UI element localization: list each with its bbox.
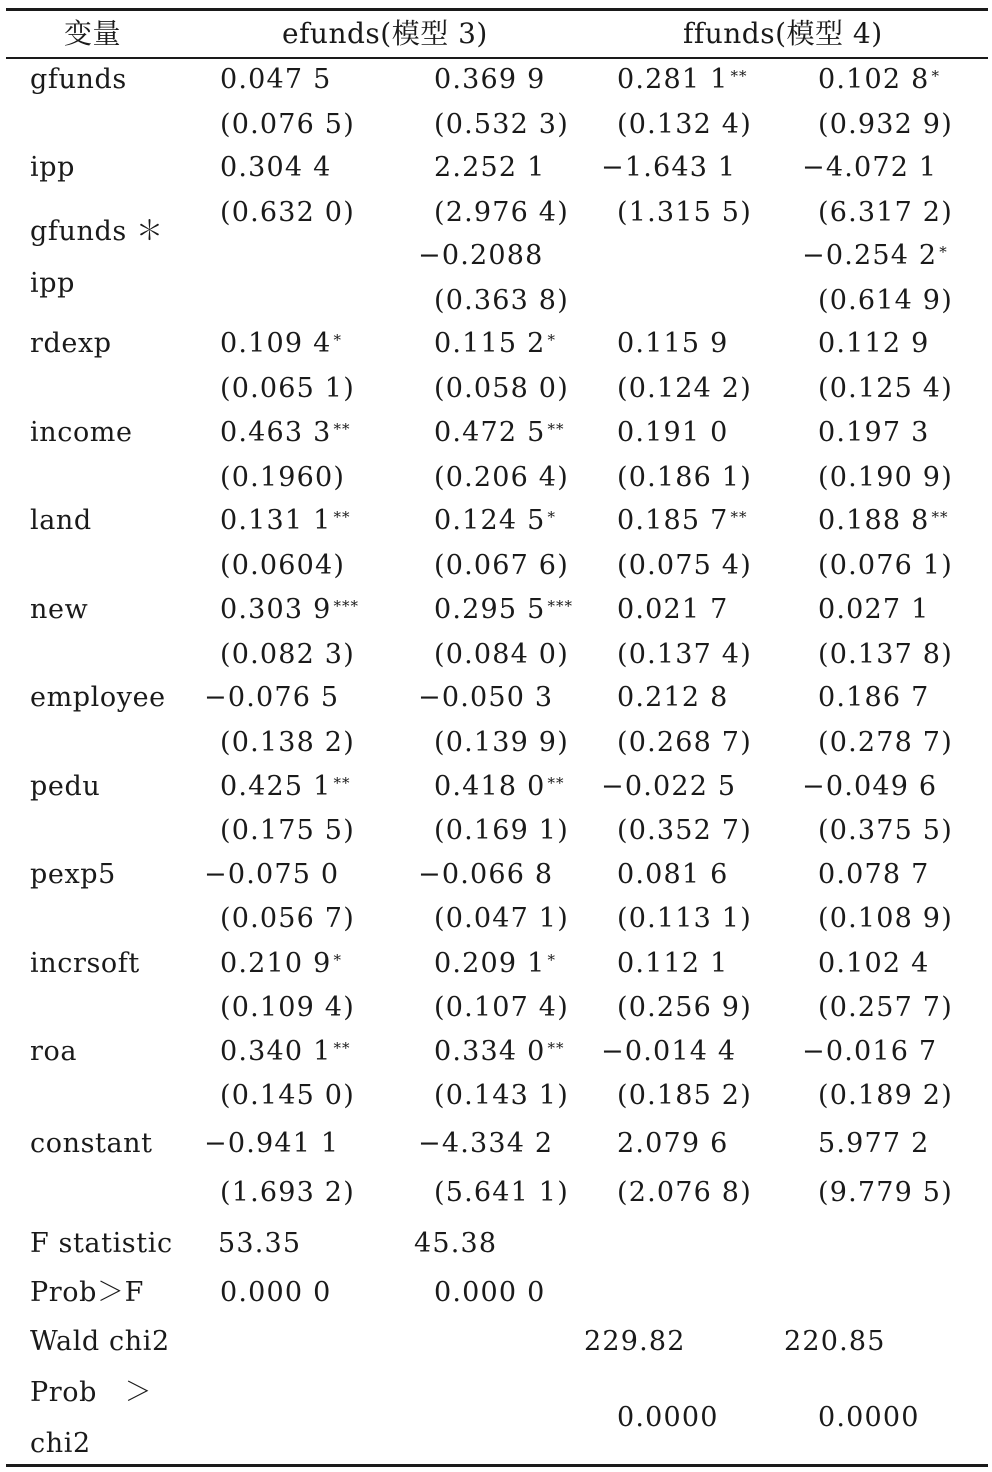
stat-value: 0.000 0 — [220, 1277, 332, 1308]
coef-value: 0.210 9 — [220, 948, 332, 979]
significance-stars: ** — [547, 420, 565, 438]
std-error-cell: (0.257 7) — [818, 992, 953, 1023]
coef-cell — [418, 1128, 553, 1160]
significance-stars: ** — [547, 1039, 565, 1057]
significance-stars: ** — [730, 508, 748, 526]
coef-cell — [220, 771, 350, 803]
coef-cell — [818, 594, 929, 626]
coef-value: 2.079 6 — [617, 1128, 729, 1159]
coef-value: 0.115 9 — [617, 328, 729, 359]
significance-stars: * — [931, 67, 940, 85]
std-error-cell: (0.058 0) — [434, 373, 569, 404]
std-error-cell: (0.206 4) — [434, 462, 569, 493]
significance-stars: ** — [333, 1039, 351, 1057]
row-label: employee — [30, 682, 166, 713]
std-error-cell: (0.109 4) — [220, 992, 355, 1023]
significance-stars: ** — [333, 420, 351, 438]
coef-cell — [802, 152, 937, 184]
coef-value: 0.303 9 — [220, 594, 332, 625]
row-label: new — [30, 594, 89, 625]
std-error-cell: (0.268 7) — [617, 727, 752, 758]
coef-cell — [434, 64, 545, 96]
coef-cell — [601, 771, 736, 803]
std-error-cell: (0.145 0) — [220, 1080, 355, 1111]
significance-stars: * — [547, 331, 556, 349]
std-error-cell: (0.113 1) — [617, 903, 752, 934]
row-label: ipp — [30, 152, 76, 183]
std-error-cell: (1.693 2) — [220, 1177, 355, 1208]
coef-cell — [617, 417, 728, 449]
significance-stars: *** — [333, 597, 359, 615]
coef-value: 0.081 6 — [617, 859, 729, 890]
coef-cell — [802, 1036, 937, 1068]
coef-cell — [204, 859, 339, 891]
coef-cell — [204, 1128, 339, 1160]
row-label: gfunds — [30, 64, 127, 95]
coef-value: 2.252 1 — [434, 152, 546, 183]
coef-cell — [204, 682, 339, 714]
coef-value: −0.941 1 — [204, 1128, 340, 1159]
row-label: pedu — [30, 771, 101, 802]
significance-stars: * — [939, 243, 948, 261]
header-model4: ffunds(模型 4) — [683, 17, 883, 50]
significance-stars: ** — [931, 508, 949, 526]
std-error-cell: (0.352 7) — [617, 815, 752, 846]
coef-cell — [220, 594, 359, 626]
significance-stars: * — [547, 951, 556, 969]
std-error-cell: (0.143 1) — [434, 1080, 569, 1111]
coef-cell — [434, 594, 573, 626]
std-error-cell: (0.137 4) — [617, 639, 752, 670]
coef-value: 0.102 4 — [818, 948, 930, 979]
coef-cell — [601, 152, 736, 184]
coef-value: 0.463 3 — [220, 417, 332, 448]
coef-value: 0.102 8 — [818, 64, 930, 95]
coef-value: 0.281 1 — [617, 64, 729, 95]
stat-value: 0.000 0 — [434, 1277, 546, 1308]
stat-label: Wald chi2 — [30, 1326, 170, 1357]
coef-cell — [617, 859, 728, 891]
coef-value: 0.078 7 — [818, 859, 930, 890]
std-error-cell: (0.278 7) — [818, 727, 953, 758]
stat-value: 229.82 — [584, 1326, 686, 1357]
coef-cell — [220, 64, 331, 96]
std-error-cell: (0.082 3) — [220, 639, 355, 670]
coef-value: 0.295 5 — [434, 594, 546, 625]
row-label: gfunds ＊ — [30, 216, 164, 247]
coef-value: −0.075 0 — [204, 859, 340, 890]
coef-cell — [617, 682, 728, 714]
coef-cell — [617, 1128, 728, 1160]
std-error-cell: (1.315 5) — [617, 197, 752, 228]
std-error-cell: (0.075 4) — [617, 550, 752, 581]
coef-value: −0.254 2 — [802, 240, 938, 271]
std-error-cell: (0.108 9) — [818, 903, 953, 934]
coef-value: −0.014 4 — [601, 1036, 737, 1067]
coef-cell — [220, 417, 350, 449]
std-error-cell: (0.047 1) — [434, 903, 569, 934]
std-error-cell: (0.186 1) — [617, 462, 752, 493]
coef-cell — [818, 64, 940, 96]
std-error-cell: (9.779 5) — [818, 1177, 953, 1208]
coef-value: 0.425 1 — [220, 771, 332, 802]
coef-cell — [617, 948, 728, 980]
coef-value: −0.050 3 — [418, 682, 554, 713]
coef-cell — [617, 64, 747, 96]
coef-cell — [220, 1036, 350, 1068]
std-error-cell: (5.641 1) — [434, 1177, 569, 1208]
coef-value: 0.188 8 — [818, 505, 930, 536]
stat-label: Prob＞F — [30, 1277, 144, 1308]
stat-value: 0.0000 — [818, 1402, 920, 1433]
significance-stars: *** — [547, 597, 573, 615]
coef-cell — [434, 505, 556, 537]
coef-cell — [818, 1128, 929, 1160]
coef-value: −4.072 1 — [802, 152, 938, 183]
bottom-rule — [6, 1464, 988, 1467]
coef-cell — [220, 505, 350, 537]
coef-value: 0.112 1 — [617, 948, 729, 979]
coef-cell — [802, 240, 948, 272]
coef-cell — [434, 1036, 564, 1068]
std-error-cell: (0.175 5) — [220, 815, 355, 846]
stat-label-continued: chi2 — [30, 1428, 91, 1459]
std-error-cell: (0.1960) — [220, 462, 346, 493]
coef-cell — [220, 948, 342, 980]
coef-value: −0.022 5 — [601, 771, 737, 802]
row-label: constant — [30, 1128, 153, 1159]
coef-cell — [601, 1036, 736, 1068]
std-error-cell: (0.190 9) — [818, 462, 953, 493]
row-label-continued: ipp — [30, 268, 76, 299]
std-error-cell: (0.107 4) — [434, 992, 569, 1023]
significance-stars: * — [547, 508, 556, 526]
coef-cell — [220, 328, 342, 360]
std-error-cell: (0.169 1) — [434, 815, 569, 846]
coef-value: 0.369 9 — [434, 64, 546, 95]
std-error-cell: (0.076 1) — [818, 550, 953, 581]
header-rule — [6, 57, 988, 59]
coef-value: 0.304 4 — [220, 152, 332, 183]
header-model3: efunds(模型 3) — [282, 17, 488, 50]
row-label: roa — [30, 1036, 78, 1067]
header-variable: 变量 — [64, 17, 122, 50]
coef-value: 0.340 1 — [220, 1036, 332, 1067]
coef-value: −0.016 7 — [802, 1036, 938, 1067]
coef-value: 0.115 2 — [434, 328, 546, 359]
coef-cell — [617, 328, 728, 360]
coef-value: 0.047 5 — [220, 64, 332, 95]
coef-value: 5.977 2 — [818, 1128, 930, 1159]
coef-cell — [818, 328, 929, 360]
coef-value: −0.2088 — [418, 240, 544, 271]
coef-value: 0.027 1 — [818, 594, 930, 625]
significance-stars: ** — [333, 508, 351, 526]
coef-value: 0.334 0 — [434, 1036, 546, 1067]
coef-cell — [818, 948, 929, 980]
coef-value: −0.066 8 — [418, 859, 554, 890]
coef-cell — [617, 594, 728, 626]
coef-cell — [434, 152, 545, 184]
coef-cell — [220, 152, 331, 184]
std-error-cell: (0.067 6) — [434, 550, 569, 581]
coef-value: 0.209 1 — [434, 948, 546, 979]
coef-cell — [818, 859, 929, 891]
std-error-cell: (0.189 2) — [818, 1080, 953, 1111]
coef-cell — [617, 505, 747, 537]
std-error-cell: (0.132 4) — [617, 109, 752, 140]
std-error-cell: (0.256 9) — [617, 992, 752, 1023]
stat-value: 45.38 — [414, 1228, 498, 1259]
stat-label: Prob ＞ — [30, 1377, 153, 1408]
coef-value: 0.472 5 — [434, 417, 546, 448]
std-error-cell: (2.976 4) — [434, 197, 569, 228]
coef-value: 0.124 5 — [434, 505, 546, 536]
coef-cell — [418, 682, 553, 714]
coef-cell — [434, 948, 556, 980]
row-label: pexp5 — [30, 859, 116, 890]
std-error-cell: (6.317 2) — [818, 197, 953, 228]
coef-cell — [434, 417, 564, 449]
std-error-cell: (0.084 0) — [434, 639, 569, 670]
std-error-cell: (0.139 9) — [434, 727, 569, 758]
std-error-cell: (0.125 4) — [818, 373, 953, 404]
std-error-cell: (0.185 2) — [617, 1080, 752, 1111]
std-error-cell: (0.632 0) — [220, 197, 355, 228]
coef-value: 0.418 0 — [434, 771, 546, 802]
coef-value: 0.212 8 — [617, 682, 729, 713]
std-error-cell: (0.614 9) — [818, 285, 953, 316]
coef-value: 0.112 9 — [818, 328, 930, 359]
std-error-cell: (0.0604) — [220, 550, 346, 581]
coef-value: 0.191 0 — [617, 417, 729, 448]
std-error-cell: (0.137 8) — [818, 639, 953, 670]
std-error-cell: (0.932 9) — [818, 109, 953, 140]
significance-stars: ** — [547, 774, 565, 792]
std-error-cell: (0.065 1) — [220, 373, 355, 404]
coef-value: −1.643 1 — [601, 152, 737, 183]
coef-cell — [434, 771, 564, 803]
coef-cell — [818, 505, 948, 537]
stat-label: F statistic — [30, 1228, 173, 1259]
stat-value: 220.85 — [784, 1326, 886, 1357]
coef-value: 0.185 7 — [617, 505, 729, 536]
row-label: income — [30, 417, 133, 448]
top-rule — [6, 8, 988, 11]
coef-cell — [434, 328, 556, 360]
coef-value: −0.076 5 — [204, 682, 340, 713]
std-error-cell: (2.076 8) — [617, 1177, 752, 1208]
std-error-cell: (0.056 7) — [220, 903, 355, 934]
stat-value: 0.0000 — [617, 1402, 719, 1433]
coef-cell — [802, 771, 937, 803]
row-label: rdexp — [30, 328, 112, 359]
significance-stars: * — [333, 951, 342, 969]
coef-value: −4.334 2 — [418, 1128, 554, 1159]
coef-value: 0.021 7 — [617, 594, 729, 625]
coef-value: 0.131 1 — [220, 505, 332, 536]
coef-cell — [818, 682, 929, 714]
significance-stars: * — [333, 331, 342, 349]
coef-value: −0.049 6 — [802, 771, 938, 802]
std-error-cell: (0.138 2) — [220, 727, 355, 758]
row-label: incrsoft — [30, 948, 140, 979]
stat-value: 53.35 — [218, 1228, 302, 1259]
std-error-cell: (0.124 2) — [617, 373, 752, 404]
std-error-cell: (0.375 5) — [818, 815, 953, 846]
std-error-cell: (0.532 3) — [434, 109, 569, 140]
coef-value: 0.186 7 — [818, 682, 930, 713]
coef-cell — [418, 859, 553, 891]
coef-cell — [818, 417, 929, 449]
std-error-cell: (0.076 5) — [220, 109, 355, 140]
coef-value: 0.197 3 — [818, 417, 930, 448]
std-error-cell: (0.363 8) — [434, 285, 569, 316]
significance-stars: ** — [730, 67, 748, 85]
coef-value: 0.109 4 — [220, 328, 332, 359]
significance-stars: ** — [333, 774, 351, 792]
coef-cell — [418, 240, 544, 272]
row-label: land — [30, 505, 92, 536]
